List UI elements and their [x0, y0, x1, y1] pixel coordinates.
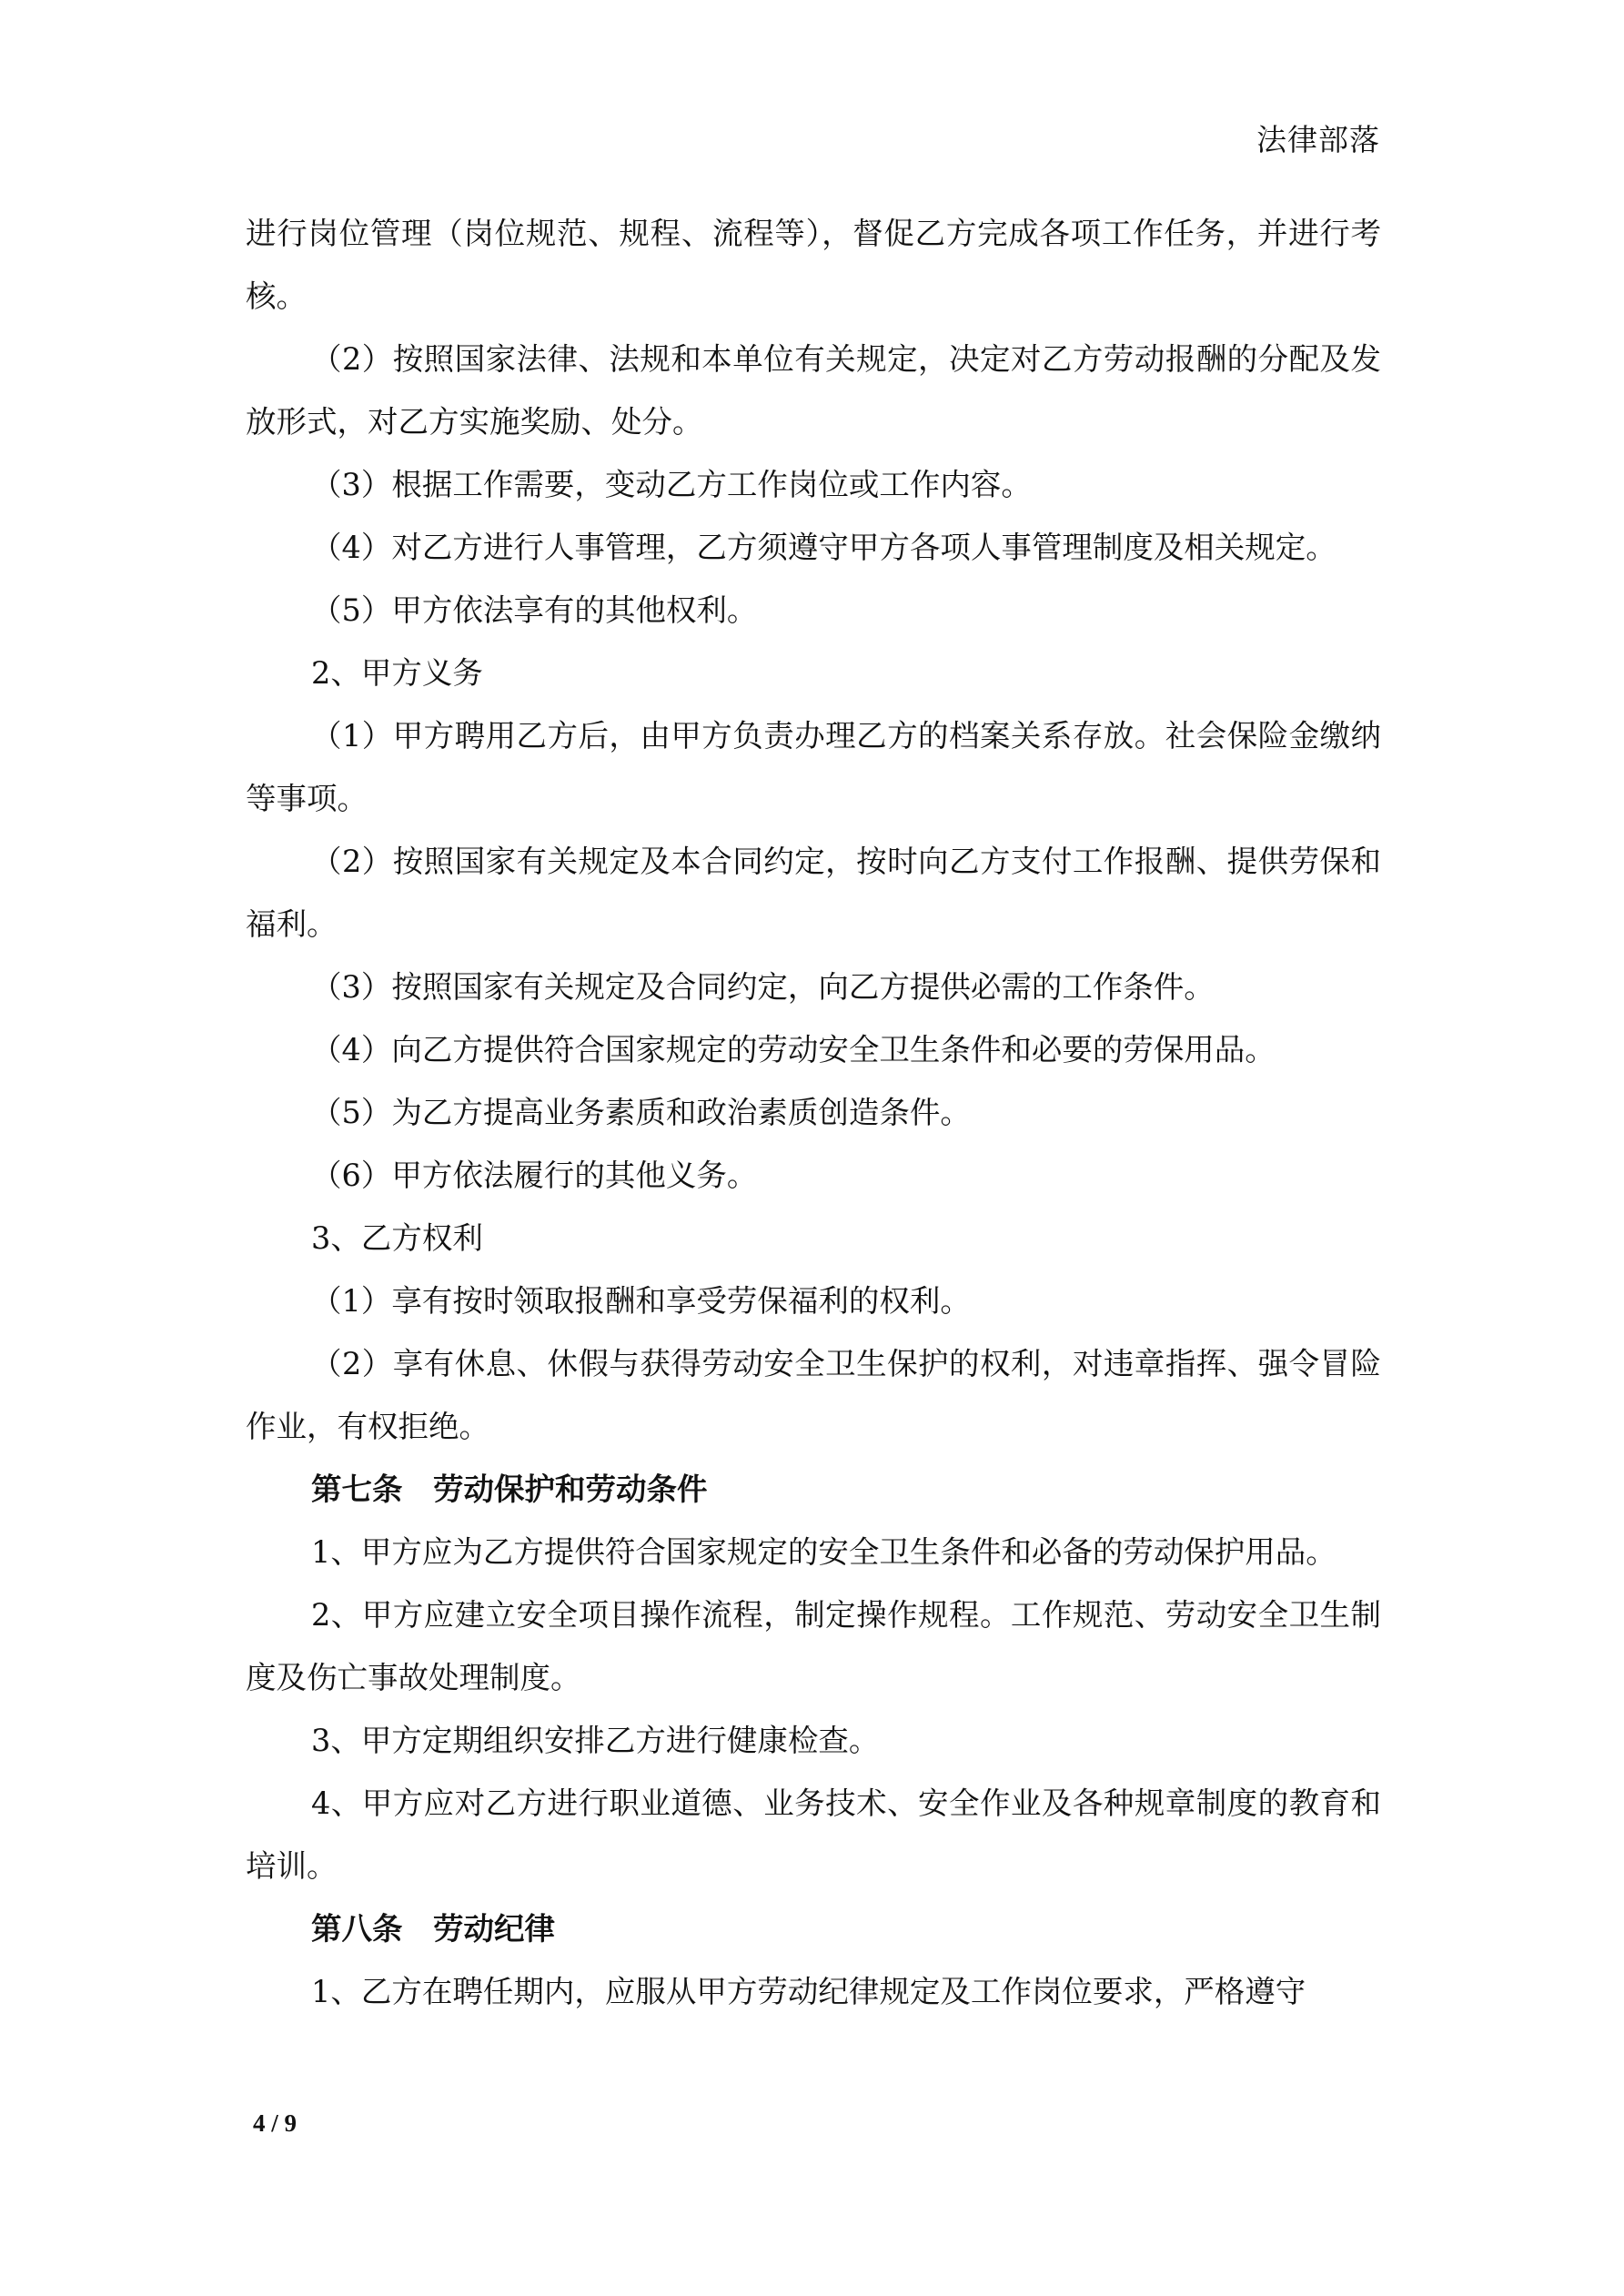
paragraph: 3、甲方定期组织安排乙方进行健康检查。 — [311, 1723, 880, 1758]
article-heading: 第七条 劳动保护和劳动条件 — [311, 1472, 708, 1507]
paragraph: 1、乙方在聘任期内，应服从甲方劳动纪律规定及工作岗位要求，严格遵守 — [311, 1974, 1306, 2009]
article-heading: 第八条 劳动纪律 — [311, 1911, 555, 1947]
paragraph: （3）按照国家有关规定及合同约定，向乙方提供必需的工作条件。 — [311, 969, 1215, 1005]
paragraph: （1）甲方聘用乙方后，由甲方负责办理乙方的档案关系存放。社会保险金缴纳等事项。 — [246, 718, 1381, 816]
paragraph: （2）按照国家法律、法规和本单位有关规定，决定对乙方劳动报酬的分配及发放形式，对乙方实施奖励、处分。 — [246, 341, 1381, 440]
paragraph: （2）按照国家有关规定及本合同约定，按时向乙方支付工作报酬、提供劳保和福利。 — [246, 844, 1381, 942]
header-brand: 法律部落 — [1256, 122, 1380, 157]
section-subheading: 3、乙方权利 — [311, 1220, 483, 1256]
paragraph: （2）享有休息、休假与获得劳动安全卫生保护的权利，对违章指挥、强令冒险作业，有权拒绝。 — [246, 1346, 1381, 1444]
section-subheading: 2、甲方义务 — [311, 655, 483, 691]
paragraph: 1、甲方应为乙方提供符合国家规定的安全卫生条件和必备的劳动保护用品。 — [311, 1534, 1337, 1570]
paragraph: （6）甲方依法履行的其他义务。 — [311, 1158, 758, 1193]
paragraph: （3）根据工作需要，变动乙方工作岗位或工作内容。 — [311, 467, 1032, 502]
paragraph: （1）享有按时领取报酬和享受劳保福利的权利。 — [311, 1283, 971, 1319]
page-number: 4 / 9 — [253, 2109, 298, 2137]
document-body — [246, 202, 1381, 2023]
paragraph: （4）向乙方提供符合国家规定的劳动安全卫生条件和必要的劳保用品。 — [311, 1032, 1276, 1067]
paragraph: 进行岗位管理（岗位规范、规程、流程等），督促乙方完成各项工作任务，并进行考核。 — [246, 216, 1381, 314]
paragraph: 4、甲方应对乙方进行职业道德、业务技术、安全作业及各种规章制度的教育和培训。 — [246, 1785, 1381, 1884]
paragraph: （4）对乙方进行人事管理，乙方须遵守甲方各项人事管理制度及相关规定。 — [311, 530, 1337, 565]
paragraph: （5）为乙方提高业务素质和政治素质创造条件。 — [311, 1095, 971, 1130]
paragraph: （5）甲方依法享有的其他权利。 — [311, 592, 758, 628]
paragraph: 2、甲方应建立安全项目操作流程，制定操作规程。工作规范、劳动安全卫生制度及伤亡事故处理制度。 — [246, 1597, 1381, 1695]
